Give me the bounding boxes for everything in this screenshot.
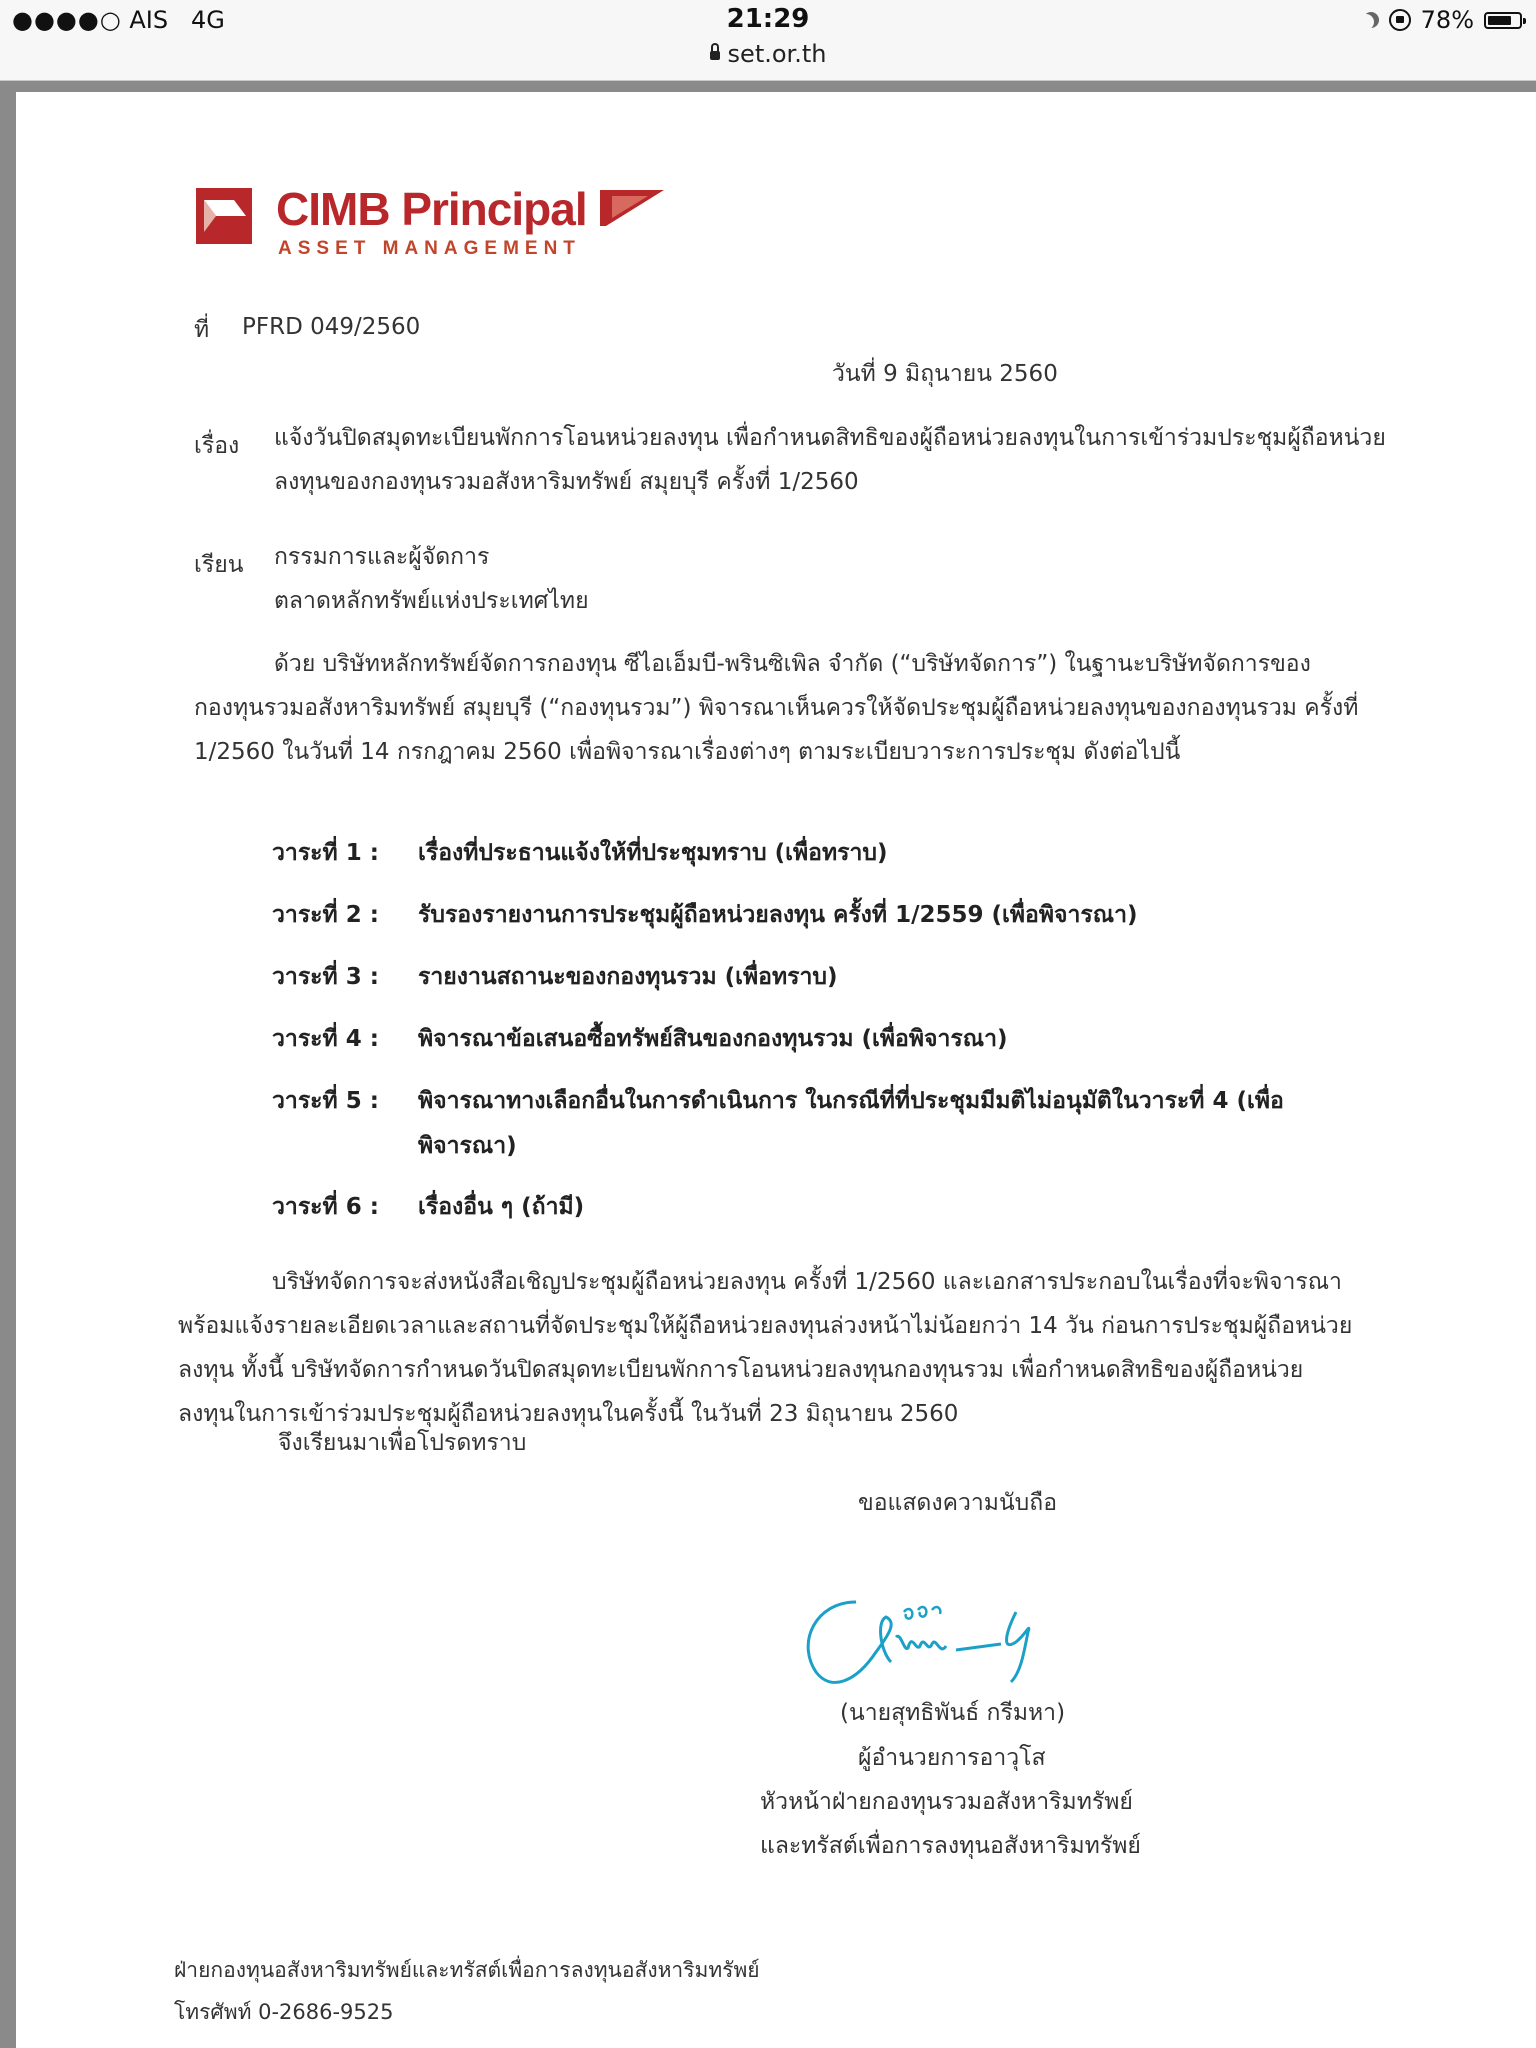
agenda-label: วาระที่ 6 : bbox=[272, 1194, 379, 1220]
lock-icon bbox=[710, 51, 720, 60]
address-bar[interactable] bbox=[0, 40, 1536, 68]
recipient-line: กรรมการและผู้จัดการ bbox=[274, 544, 490, 570]
url-text[interactable]: set.or.th bbox=[727, 40, 827, 68]
agenda-item: เรื่องที่ประธานแจ้งให้ที่ประชุมทราบ (เพื่อทราบ) bbox=[418, 840, 888, 866]
status-bar bbox=[0, 0, 1536, 81]
network-type: 4G bbox=[190, 6, 225, 34]
reference-label: ที่ bbox=[194, 317, 210, 343]
battery-fill bbox=[1488, 16, 1511, 25]
subject-line: แจ้งวันปิดสมุดทะเบียนพักการโอนหน่วยลงทุน เพื่อกำหนดสิทธิของผู้ถือหน่วยลงทุนในการเข้าร่วมประชุมผู้ถือหน่วย bbox=[274, 425, 1386, 451]
intro-line: ด้วย บริษัทหลักทรัพย์จัดการกองทุน ซีไอเอ็มบี-พรินซิเพิล จำกัด (“บริษัทจัดการ”) ในฐานะบริษัทจัดการของ bbox=[274, 651, 1311, 677]
agenda-label: วาระที่ 2 : bbox=[272, 902, 379, 928]
agenda-label: วาระที่ 1 : bbox=[272, 840, 379, 866]
signer-title: หัวหน้าฝ่ายกองทุนรวมอสังหาริมทรัพย์ bbox=[760, 1789, 1133, 1815]
cimb-principal-logo bbox=[194, 182, 674, 262]
agenda-item: รายงานสถานะของกองทุนรวม (เพื่อทราบ) bbox=[418, 964, 838, 990]
signer-title: ผู้อำนวยการอาวุโส bbox=[858, 1745, 1046, 1771]
agenda-item: พิจารณาทางเลือกอื่นในการดำเนินการ ในกรณีที่ที่ประชุมมีมติไม่อนุมัติในวาระที่ 4 (เพื่อ bbox=[418, 1088, 1284, 1114]
signature-image bbox=[796, 1582, 1076, 1712]
subject-text bbox=[274, 416, 1386, 504]
document-date: วันที่ 9 มิถุนายน 2560 bbox=[832, 361, 1058, 387]
document-page bbox=[16, 92, 1536, 2048]
agenda-item: พิจารณาข้อเสนอซื้อทรัพย์สินของกองทุนรวม (เพื่อพิจารณา) bbox=[418, 1026, 1008, 1052]
regards-line: ขอแสดงความนับถือ bbox=[858, 1490, 1058, 1516]
agenda-label: วาระที่ 3 : bbox=[272, 964, 379, 990]
system-icons bbox=[1363, 6, 1522, 34]
subject-label: เรื่อง bbox=[194, 433, 240, 459]
do-not-disturb-icon bbox=[1358, 14, 1374, 30]
body-paragraph bbox=[178, 1260, 1352, 1436]
footer-department: ฝ่ายกองทุนอสังหาริมทรัพย์และทรัสต์เพื่อการลงทุนอสังหาริมทรัพย์ bbox=[174, 1958, 760, 1982]
clock: 21:29 bbox=[726, 4, 810, 34]
agenda-item: เรื่องอื่น ๆ (ถ้ามี) bbox=[418, 1194, 585, 1220]
intro-line: 1/2560 ในวันที่ 14 กรกฎาคม 2560 เพื่อพิจารณาเรื่องต่างๆ ตามระเบียบวาระการประชุม ดังต่อไปนี้ bbox=[194, 739, 1181, 765]
intro-paragraph bbox=[194, 642, 1358, 774]
closing-line: จึงเรียนมาเพื่อโปรดทราบ bbox=[278, 1430, 527, 1456]
intro-line: กองทุนรวมอสังหาริมทรัพย์ สมุยบุรี (“กองทุนรวม”) พิจารณาเห็นควรให้จัดประชุมผู้ถือหน่วยลงทุนของกองทุนรวม ครั้งที่ bbox=[194, 695, 1359, 721]
agenda-label: วาระที่ 4 : bbox=[272, 1026, 379, 1052]
to-label: เรียน bbox=[194, 552, 244, 578]
agenda-label: วาระที่ 5 : bbox=[272, 1088, 379, 1114]
signal-strength-icon: ●●●●○ bbox=[12, 6, 122, 34]
agenda-item: รับรองรายงานการประชุมผู้ถือหน่วยลงทุน ครั้งที่ 1/2559 (เพื่อพิจารณา) bbox=[418, 902, 1138, 928]
agenda-item-continued: พิจารณา) bbox=[418, 1133, 517, 1159]
footer-phone: โทรศัพท์ 0-2686-9525 bbox=[174, 2000, 394, 2024]
rotation-lock-icon bbox=[1389, 9, 1411, 31]
logo-mark-icon bbox=[194, 186, 256, 248]
body-line: ลงทุนในการเข้าร่วมประชุมผู้ถือหน่วยลงทุนในครั้งนี้ ในวันที่ 23 มิถุนายน 2560 bbox=[178, 1401, 959, 1427]
battery-percent: 78% bbox=[1420, 6, 1474, 34]
body-line: บริษัทจัดการจะส่งหนังสือเชิญประชุมผู้ถือหน่วยลงทุน ครั้งที่ 1/2560 และเอกสารประกอบในเรื่องที่จะพิจารณา bbox=[272, 1269, 1342, 1295]
signer-name: (นายสุทธิพันธ์ กรีมหา) bbox=[840, 1700, 1066, 1726]
body-line: พร้อมแจ้งรายละเอียดเวลาและสถานที่จัดประชุมให้ผู้ถือหน่วยลงทุนล่วงหน้าไม่น้อยกว่า 14 วัน ก่อนการประชุมผู้ถือหน่วย bbox=[178, 1313, 1353, 1339]
carrier-name: AIS bbox=[129, 6, 169, 34]
signer-title: และทรัสต์เพื่อการลงทุนอสังหาริมทรัพย์ bbox=[760, 1833, 1141, 1859]
recipient bbox=[274, 535, 589, 623]
subject-line: ลงทุนของกองทุนรวมอสังหาริมทรัพย์ สมุยบุรี ครั้งที่ 1/2560 bbox=[274, 469, 859, 495]
battery-icon bbox=[1484, 12, 1522, 29]
logo-flag-icon bbox=[600, 190, 664, 230]
recipient-line: ตลาดหลักทรัพย์แห่งประเทศไทย bbox=[274, 588, 589, 614]
logo-subtitle: ASSET MANAGEMENT bbox=[278, 238, 581, 259]
logo-name: CIMB Principal bbox=[276, 183, 587, 235]
reference-number: PFRD 049/2560 bbox=[242, 314, 421, 340]
body-line: ลงทุน ทั้งนี้ บริษัทจัดการกำหนดวันปิดสมุดทะเบียนพักการโอนหน่วยลงทุนกองทุนรวม เพื่อกำหนดสิทธิของผู้ถือหน่วย bbox=[178, 1357, 1304, 1383]
